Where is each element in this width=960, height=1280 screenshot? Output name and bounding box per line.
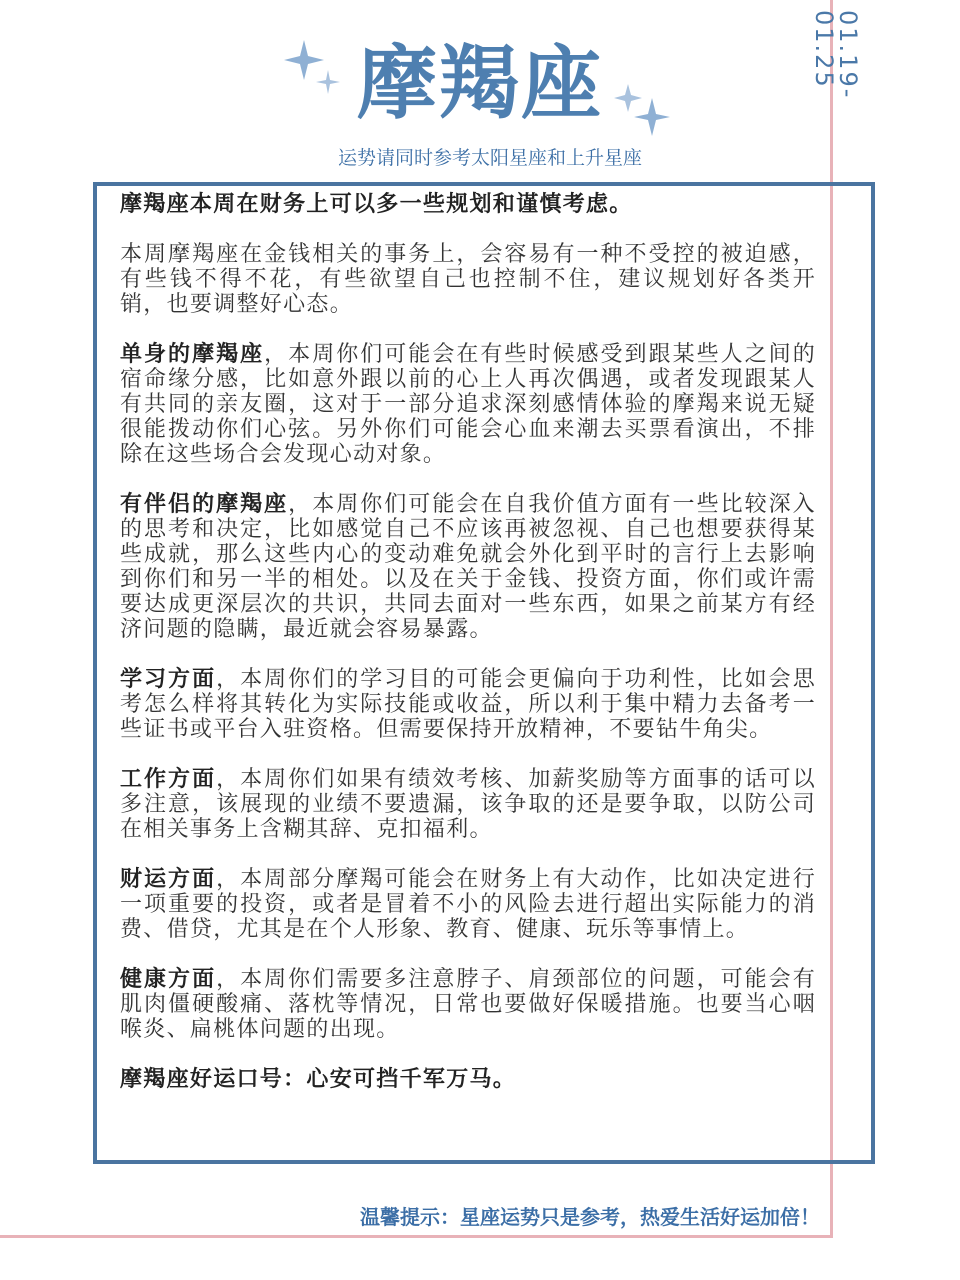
horoscope-content xyxy=(120,192,816,1117)
sparkle-icon xyxy=(284,40,340,96)
date-range: 01.19-01.25 xyxy=(810,10,862,100)
section-single: 单身的摩羯座，本周你们可能会在有些时候感受到跟某些人之间的宿命缘分感，比如意外跟以前的心上人再次偶遇，或者发现跟某人有共同的亲友圈，这对于一部分追求深刻感情体验的摩羯来说无疑很能拨动你们心弦。另外你们可能会心血来潮去买票看演出，不排除在这些场合会发现心动对象。 xyxy=(120,342,816,467)
pink-horizontal-line xyxy=(0,1235,833,1238)
section-partnered: 有伴侣的摩羯座，本周你们可能会在自我价值方面有一些比较深入的思考和决定，比如感觉自己不应该再被忽视、自己也想要获得某些成就，那么这些内心的变动难免就会外化到平时的言行上去影响到你们和另一半的相处。以及在关于金钱、投资方面，你们或许需要达成更深层次的共识，共同去面对一些东西，如果之前某方有经济问题的隐瞒，最近就会容易暴露。 xyxy=(120,492,816,642)
money-intro: 本周摩羯座在金钱相关的事务上，会容易有一种不受控的被迫感，有些钱不得不花，有些欲望自己也控制不住，建议规划好各类开销，也要调整好心态。 xyxy=(120,242,816,317)
page-title: 摩羯座 xyxy=(357,37,603,130)
section-work: 工作方面，本周你们如果有绩效考核、加薪奖励等方面事的话可以多注意，该展现的业绩不要遗漏，该争取的还是要争取，以防公司在相关事务上含糊其辞、克扣福利。 xyxy=(120,767,816,842)
section-study: 学习方面，本周你们的学习目的可能会更偏向于功利性，比如会思考怎么样将其转化为实际技能或收益，所以利于集中精力去备考一些证书或平台入驻资格。但需要保持开放精神，不要钻牛角尖。 xyxy=(120,667,816,742)
subtitle: 运势请同时参考太阳星座和上升星座 xyxy=(337,147,642,169)
section-wealth: 财运方面，本周部分摩羯可能会在财务上有大动作，比如决定进行一项重要的投资，或者是冒着不小的风险去进行超出实际能力的消费、借贷，尤其是在个人形象、教育、健康、玩乐等事情上。 xyxy=(120,867,816,942)
section-health: 健康方面，本周你们需要多注意脖子、肩颈部位的问题，可能会有肌肉僵硬酸痛、落枕等情况，日常也要做好保暖措施。也要当心咽喉炎、扁桃体问题的出现。 xyxy=(120,967,816,1042)
summary: 摩羯座本周在财务上可以多一些规划和谨慎考虑。 xyxy=(120,192,633,217)
slogan: 摩羯座好运口号：心安可挡千军万马。 xyxy=(120,1067,517,1092)
sparkle-icon xyxy=(614,84,670,136)
footer-tip: 温馨提示：星座运势只是参考，热爱生活好运加倍！ xyxy=(360,1205,820,1229)
